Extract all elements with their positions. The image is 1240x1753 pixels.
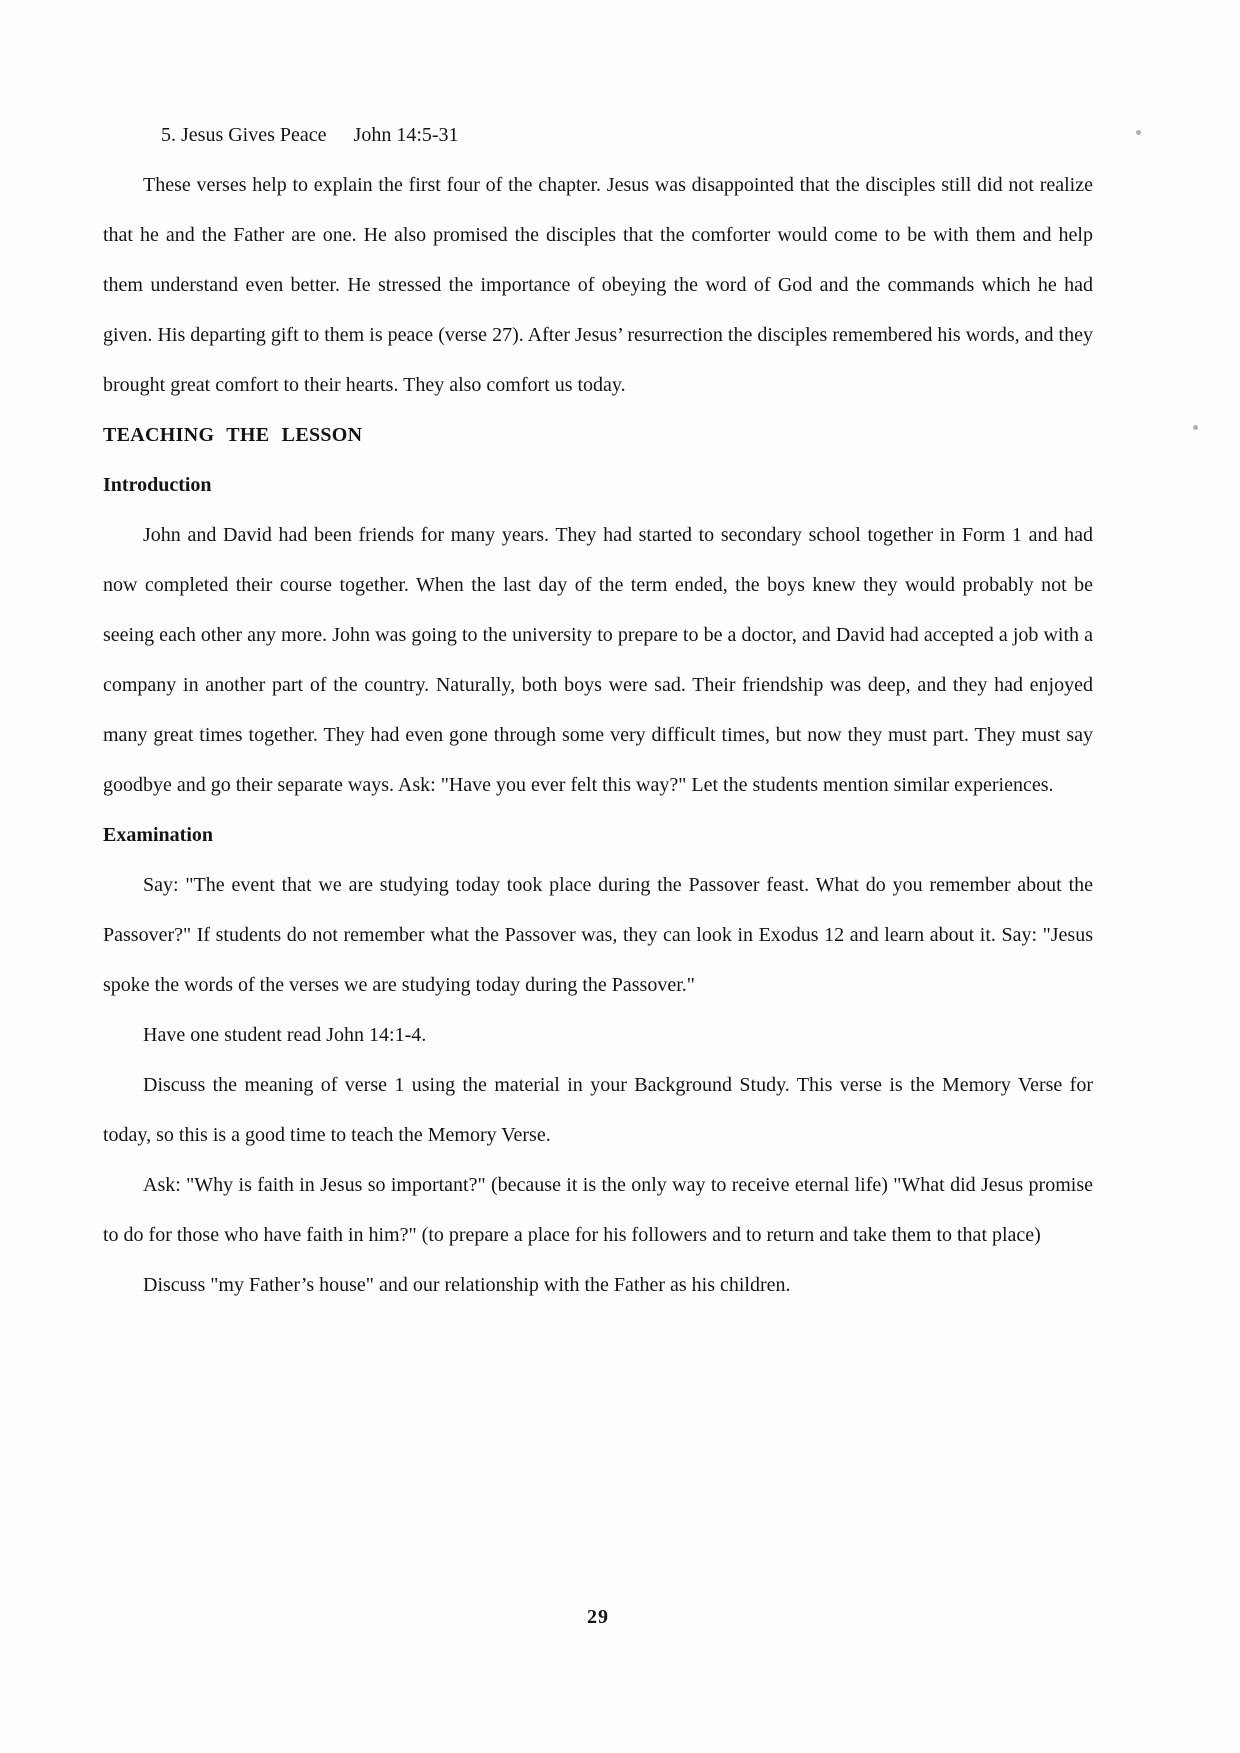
examination-paragraph-fathers-house: Discuss "my Father’s house" and our relationship with the Father as his children. [143,1274,791,1296]
page-content [103,110,1093,1310]
scripture-reference: John 14:5-31 [353,124,459,146]
examination-paragraph-read-john: Have one student read John 14:1-4. [143,1024,427,1046]
scan-speck [1193,425,1198,430]
subsection-heading-introduction: Introduction [103,474,212,496]
introduction-paragraph: John and David had been friends for many years. They had started to secondary school together in Form 1 and had now completed their course together. When the last day of the term ended, the boys knew they would probably not be seeing each other any more. John was going to the university to prepare to be a doctor, and David had accepted a job with a company in another part of the country. Naturally, both boys were sad. Their friendship was deep, and they had enjoyed many great times together. They had even gone through some very difficult times, but now they must part. They must say goodbye and go their separate ways. Ask: "Have you ever felt this way?" Let the students mention similar experiences. [103,524,1093,796]
examination-paragraph-passover: Say: "The event that we are studying today took place during the Passover feast. What do you remember about the Passover?" If students do not remember what the Passover was, they can look in Exodus 12 and learn about it. Say: "Jesus spoke the words of the verses we are studying today during the Passover." [103,874,1093,996]
background-paragraph: These verses help to explain the first four of the chapter. Jesus was disappointed that the disciples still did not realize that he and the Father are one. He also promised the disciples that the comforter would come to be with them and help them understand even better. He stressed the importance of obeying the word of God and the commands which he had given. His departing gift to them is peace (verse 27). After Jesus’ resurrection the disciples remembered his words, and they brought great comfort to their hearts. They also comfort us today. [103,174,1093,396]
subsection-heading-examination: Examination [103,824,214,846]
lesson-title: 5. Jesus Gives Peace [161,124,327,146]
lesson-heading [103,110,1093,160]
scan-speck [1136,130,1141,135]
examination-paragraph-faith-questions: Ask: "Why is faith in Jesus so important?" (because it is the only way to receive eternal life) "What did Jesus promise to do for those who have faith in him?" (to prepare a place for his followers and to return and take them to that place) [103,1174,1093,1246]
page-number: 29 [587,1606,609,1628]
examination-paragraph-memory-verse: Discuss the meaning of verse 1 using the material in your Background Study. This verse is the Memory Verse for today, so this is a good time to teach the Memory Verse. [103,1074,1093,1146]
section-heading-teaching-the-lesson: TEACHING THE LESSON [103,424,363,446]
